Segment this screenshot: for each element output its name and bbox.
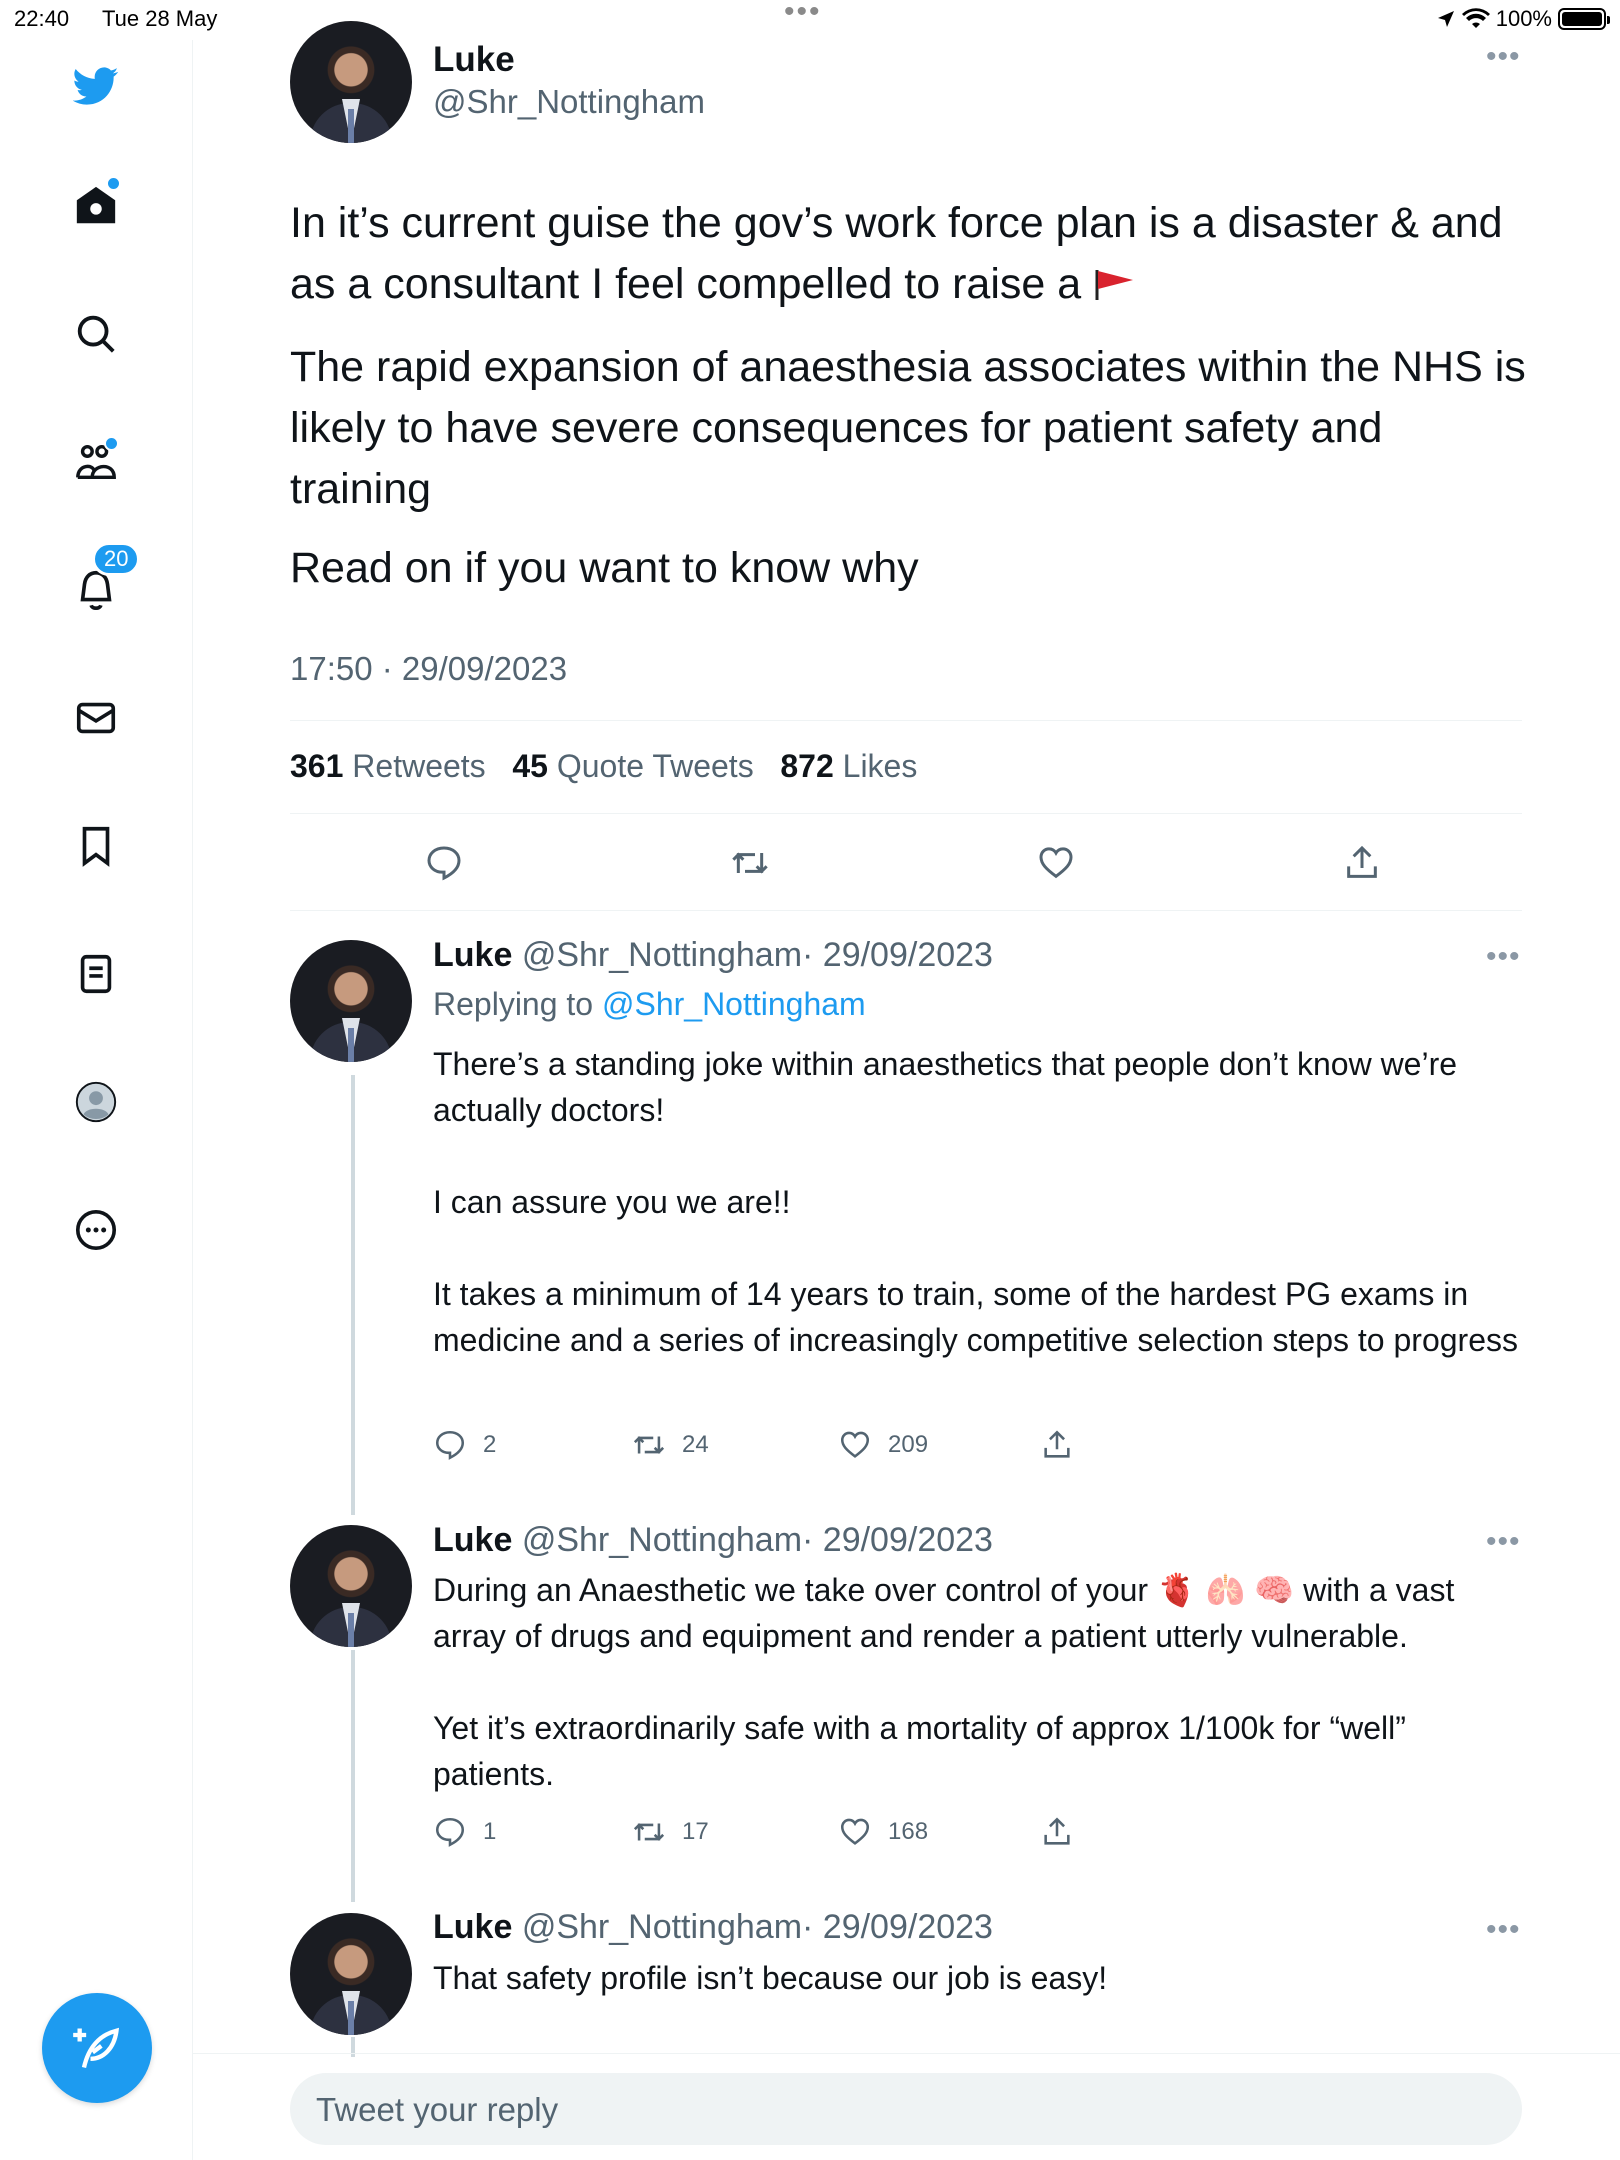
- reply-paragraph: During an Anaesthetic we take over control of your 🫀 🫁 🧠 with a vast array of drugs and equipment and render a patient utterly vulnerable.: [433, 1572, 1455, 1654]
- notifications-badge: 20: [92, 542, 140, 576]
- tweet-body: [290, 193, 1530, 617]
- location-icon: [1436, 9, 1456, 29]
- reply-date[interactable]: · 29/09/2023: [802, 936, 993, 974]
- retweet-icon[interactable]: [730, 843, 770, 888]
- divider: [192, 2053, 1620, 2054]
- more-options-icon[interactable]: •••: [1486, 940, 1521, 973]
- home-icon[interactable]: [72, 182, 120, 230]
- search-icon[interactable]: [72, 310, 120, 358]
- compose-feather-icon: [71, 2022, 123, 2074]
- like-icon: [838, 1428, 872, 1462]
- reply-header: [433, 1908, 993, 1947]
- reply-paragraph: Yet it’s extraordinarily safe with a mortality of approx 1/100k for “well” patients.: [433, 1710, 1406, 1792]
- status-bar: [0, 0, 1620, 40]
- thread-line: [351, 1650, 355, 1902]
- author-handle[interactable]: @Shr_Nottingham: [521, 1908, 803, 1946]
- reply-paragraph: It takes a minimum of 14 years to train, some of the hardest PG exams in medicine and a series of increasingly competitive selection steps to progress: [433, 1276, 1518, 1358]
- more-options-icon[interactable]: •••: [1486, 1913, 1521, 1946]
- share-icon: [1040, 1428, 1074, 1462]
- organ-emojis: 🫀 🫁 🧠: [1156, 1572, 1295, 1608]
- share-icon: [1040, 1815, 1074, 1849]
- reply-count: 2: [483, 1431, 497, 1458]
- retweets-stat[interactable]: 361 Retweets: [290, 748, 486, 784]
- replying-to: Replying to @Shr_Nottingham: [433, 986, 866, 1022]
- notifications-icon[interactable]: [72, 546, 129, 614]
- reply-count: 1: [483, 1818, 497, 1845]
- more-options-icon[interactable]: •••: [1486, 1525, 1521, 1558]
- like-icon[interactable]: [1036, 843, 1076, 888]
- reply-date[interactable]: · 29/09/2023: [802, 1908, 993, 1946]
- more-options-icon[interactable]: •••: [1486, 40, 1521, 73]
- retweet-action[interactable]: [632, 1815, 709, 1849]
- tweet-paragraph: In it’s current guise the gov’s work force plan is a disaster & and as a consultant I feel compelled to raise a: [290, 193, 1530, 319]
- retweet-count: 24: [682, 1431, 709, 1458]
- reply-header: [433, 1521, 993, 1560]
- status-right: [1436, 6, 1606, 32]
- battery-percent: 100%: [1495, 6, 1552, 31]
- sidebar: [0, 40, 193, 2160]
- thread-line: [351, 1075, 355, 1515]
- reply-date[interactable]: · 29/09/2023: [802, 1521, 993, 1559]
- divider: [290, 910, 1522, 911]
- likes-stat[interactable]: 872 Likes: [780, 748, 918, 784]
- share-action[interactable]: [1040, 1815, 1074, 1849]
- wifi-icon: [1462, 8, 1490, 30]
- reply-paragraph: That safety profile isn’t because our job is easy!: [433, 1960, 1108, 1996]
- tweet-paragraph: The rapid expansion of anaesthesia associates within the NHS is likely to have severe consequences for patient safety and training: [290, 343, 1526, 513]
- status-time: 22:40: [14, 6, 70, 31]
- lists-icon[interactable]: [72, 950, 120, 998]
- author-handle[interactable]: @Shr_Nottingham: [521, 1521, 803, 1559]
- author-handle[interactable]: @Shr_Nottingham: [521, 936, 803, 974]
- reply-icon[interactable]: [424, 843, 464, 888]
- divider: [290, 813, 1522, 814]
- avatar[interactable]: [290, 1913, 412, 2035]
- tweet-paragraph: Read on if you want to know why: [290, 544, 919, 592]
- profile-icon[interactable]: [72, 1078, 120, 1126]
- reply-icon: [433, 1428, 467, 1462]
- author-handle[interactable]: @Shr_Nottingham: [433, 83, 705, 120]
- multitasking-dots-icon[interactable]: •••: [784, 0, 822, 28]
- home-unread-dot: [106, 176, 121, 191]
- reply-action[interactable]: [433, 1428, 496, 1462]
- reply-body: [433, 1567, 1523, 1797]
- messages-icon[interactable]: [72, 694, 120, 742]
- like-count: 209: [888, 1431, 929, 1458]
- replying-to-link[interactable]: @Shr_Nottingham: [601, 986, 866, 1022]
- communities-icon[interactable]: [72, 438, 120, 486]
- divider: [290, 720, 1522, 721]
- author-name[interactable]: Luke: [433, 936, 513, 974]
- like-icon: [838, 1815, 872, 1849]
- author-name[interactable]: Luke: [433, 1521, 513, 1559]
- share-action[interactable]: [1040, 1428, 1074, 1462]
- twitter-logo-icon[interactable]: [72, 62, 120, 110]
- reply-body: [433, 1955, 1523, 2001]
- bookmarks-icon[interactable]: [72, 822, 120, 870]
- retweet-count: 17: [682, 1818, 709, 1845]
- red-flag-icon: [1093, 258, 1137, 319]
- retweet-icon: [632, 1428, 666, 1462]
- thread-line: [351, 2037, 355, 2057]
- avatar[interactable]: [290, 940, 412, 1062]
- reply-body: [433, 1041, 1523, 1363]
- reply-placeholder: Tweet your reply: [316, 2091, 559, 2128]
- author-name[interactable]: Luke: [433, 1908, 513, 1946]
- like-action[interactable]: [838, 1428, 928, 1462]
- reply-paragraph: I can assure you we are!!: [433, 1184, 791, 1220]
- battery-icon: [1558, 8, 1606, 30]
- reply-paragraph: There’s a standing joke within anaesthetics that people don’t know we’re actually doctors!: [433, 1046, 1458, 1128]
- tweet-stats: [290, 748, 917, 785]
- retweet-action[interactable]: [632, 1428, 709, 1462]
- reply-action[interactable]: [433, 1815, 496, 1849]
- more-icon[interactable]: [72, 1206, 120, 1254]
- quote-tweets-stat[interactable]: 45 Quote Tweets: [512, 748, 754, 784]
- retweet-icon: [632, 1815, 666, 1849]
- reply-header: [433, 936, 993, 975]
- compose-tweet-button[interactable]: [42, 1993, 152, 2103]
- tweet-timestamp[interactable]: 17:50 · 29/09/2023: [290, 650, 568, 687]
- tweet-reply-input[interactable]: [290, 2073, 1522, 2145]
- reply-icon: [433, 1815, 467, 1849]
- like-action[interactable]: [838, 1815, 928, 1849]
- like-count: 168: [888, 1818, 929, 1845]
- avatar[interactable]: [290, 1525, 412, 1647]
- status-date: Tue 28 May: [102, 6, 218, 31]
- author-name[interactable]: Luke: [433, 40, 515, 79]
- communities-unread-dot: [104, 436, 119, 451]
- avatar[interactable]: [290, 21, 412, 143]
- share-icon[interactable]: [1342, 843, 1382, 888]
